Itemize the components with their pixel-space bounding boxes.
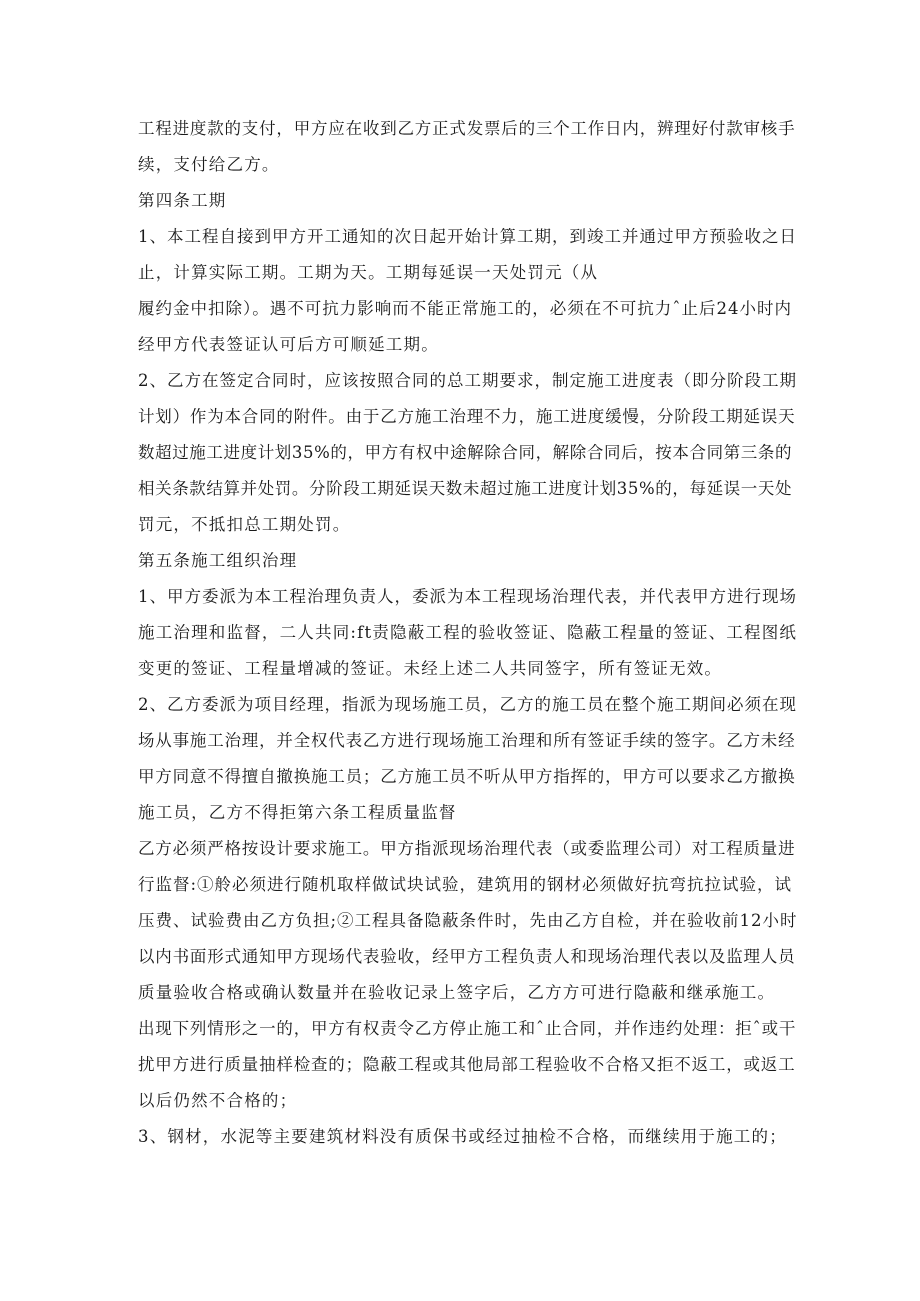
paragraph-line: 数超过施工进度计划35%的，甲方有权中途解除合同，解除合同后，按本合同第三条的 bbox=[138, 443, 793, 462]
paragraph-line: 相关条款结算并处罚。分阶段工期延误天数未超过施工进度计划35%的，每延误一天处 bbox=[138, 479, 793, 498]
paragraph-line: 续，支付给乙方。 bbox=[138, 155, 280, 174]
paragraph-line: 甲方同意不得擅自撤换施工员；乙方施工员不听从甲方指挥的，甲方可以要求乙方撤换 bbox=[138, 767, 796, 786]
paragraph-line: 场从事施工治理，并全权代表乙方进行现场施工治理和所有签证手续的签字。乙方未经 bbox=[138, 731, 796, 750]
paragraph-line: 计划）作为本合同的附件。由于乙方施工治理不力，施工进度缓慢，分阶段工期延误天 bbox=[138, 407, 796, 426]
paragraph-line: 乙方必须严格按设计要求施工。甲方指派现场治理代表（或委监理公司）对工程质量进 bbox=[138, 839, 796, 858]
paragraph-line: 出现下列情形之一的，甲方有权责令乙方停止施工和ˆ止合同，并作违约处理：拒ˆ或干 bbox=[138, 1019, 797, 1038]
paragraph-line: 经甲方代表签证认可后方可顺延工期。 bbox=[138, 335, 439, 354]
paragraph-line: 2、乙方委派为项目经理，指派为现场施工员，乙方的施工员在整个施工期间必须在现 bbox=[138, 695, 797, 714]
paragraph-line: 以后仍然不合格的； bbox=[138, 1091, 298, 1110]
section-heading: 第五条施工组织治理 bbox=[138, 551, 298, 570]
paragraph-line: 履约金中扣除）。遇不可抗力影响而不能正常施工的，必须在不可抗力ˆ止后24小时内 bbox=[138, 299, 792, 318]
paragraph-line: 工程进度款的支付，甲方应在收到乙方正式发票后的三个工作日内，辨理好付款审核手 bbox=[138, 119, 796, 138]
paragraph-line: 行监督:①舲必须进行随机取样做试块试验，建筑用的钢材必须做好抗弯抗拉试验，试 bbox=[138, 875, 793, 894]
paragraph-line: 以内书面形式通知甲方现场代表验收，经甲方工程负责人和现场治理代表以及监理人员 bbox=[138, 947, 796, 966]
paragraph-line: 1、本工程自接到甲方开工通知的次日起开始计算工期，到竣工并通过甲方预验收之日 bbox=[138, 227, 797, 246]
paragraph-line: 施工员，乙方不得拒第六条工程质量监督 bbox=[138, 803, 457, 822]
paragraph-line: 压费、试验费由乙方负担;②工程具备隐蔽条件时，先由乙方自检，并在验收前12小时 bbox=[138, 911, 798, 930]
paragraph-line: 罚元，不抵扣总工期处罚。 bbox=[138, 515, 351, 534]
paragraph-line: 扰甲方进行质量抽样检查的；隐蔽工程或其他局部工程验收不合格又拒不返工，或返工 bbox=[138, 1055, 796, 1074]
section-heading: 第四条工期 bbox=[138, 191, 227, 210]
paragraph-line: 变更的签证、工程量增减的签证。未经上述二人共同签字，所有签证无效。 bbox=[138, 659, 723, 678]
paragraph-line: 3、钢材，水泥等主要建筑材料没有质保书或经过抽检不合格，而继续用于施工的； bbox=[138, 1127, 787, 1146]
paragraph-line: 1、甲方委派为本工程治理负责人，委派为本工程现场治理代表，并代表甲方进行现场 bbox=[138, 587, 797, 606]
paragraph-line: 2、乙方在签定合同时，应该按照合同的总工期要求，制定施工进度表（即分阶段工期 bbox=[138, 371, 797, 390]
paragraph-line: 施工治理和监督，二人共同:ft责隐蔽工程的验收签证、隐蔽工程量的签证、工程图纸 bbox=[138, 623, 798, 642]
paragraph-line: 质量验收合格或确认数量并在验收记录上签字后，乙方方可进行隐蔽和继承施工。 bbox=[138, 983, 776, 1002]
paragraph-line: 止，计算实际工期。工期为天。工期每延误一天处罚元（从 bbox=[138, 263, 599, 282]
